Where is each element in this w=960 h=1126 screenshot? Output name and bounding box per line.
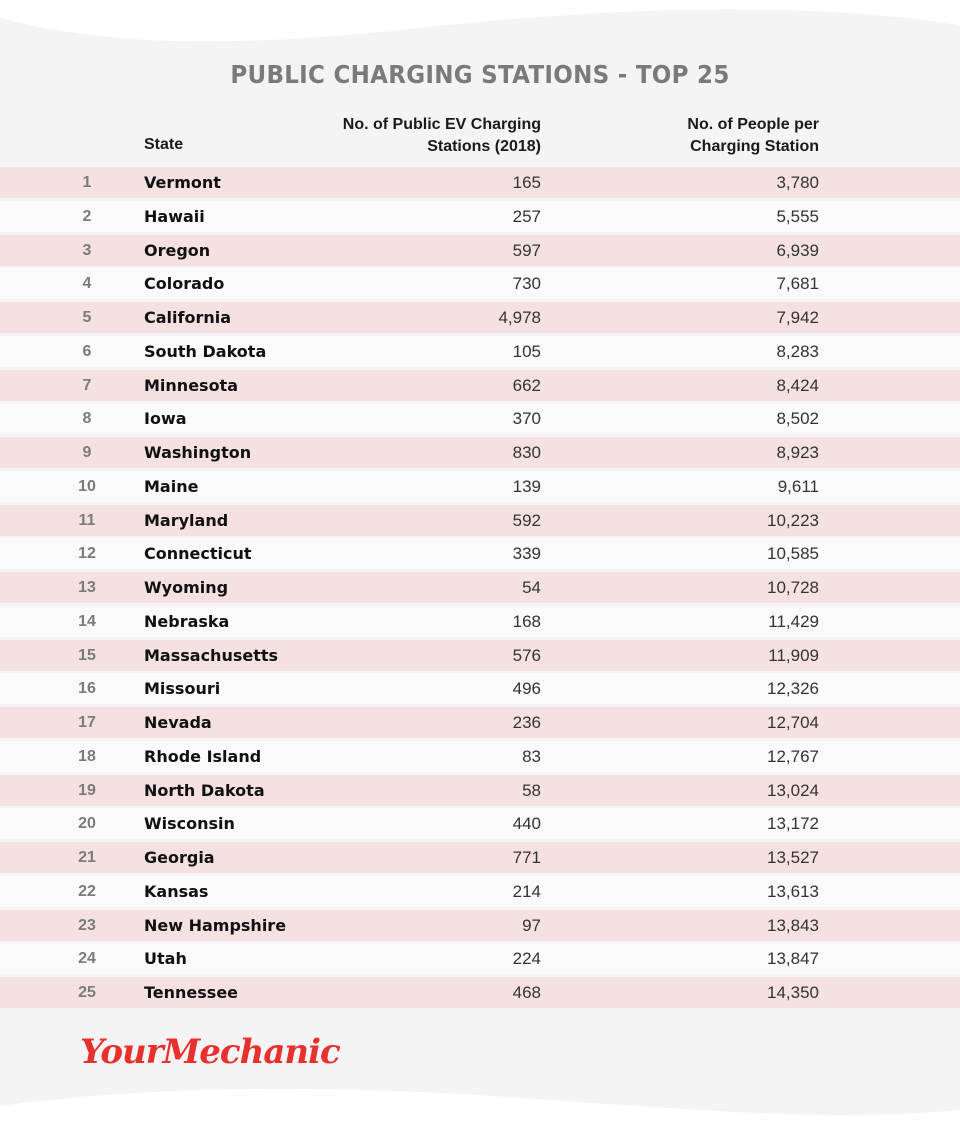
table-row <box>0 943 960 977</box>
rank-cell: 12 <box>78 545 96 563</box>
rank-cell: 4 <box>82 275 92 293</box>
table-row <box>0 977 960 1011</box>
stations-cell: 576 <box>512 645 541 665</box>
people-cell: 5,555 <box>776 206 819 226</box>
rank-cell: 14 <box>78 612 96 630</box>
stations-cell: 105 <box>512 341 541 361</box>
table-row <box>0 268 960 302</box>
state-cell: Rhode Island <box>144 746 262 766</box>
state-cell: Missouri <box>144 679 221 699</box>
people-cell: 7,681 <box>776 274 819 294</box>
table-row <box>0 370 960 404</box>
state-cell: Iowa <box>144 409 187 429</box>
state-cell: Washington <box>144 443 252 462</box>
people-cell: 14,350 <box>767 983 819 1002</box>
people-cell: 8,283 <box>776 341 819 361</box>
table-row <box>0 302 960 336</box>
state-cell: Maine <box>144 476 199 496</box>
table-row <box>0 572 960 606</box>
table-row <box>0 538 960 572</box>
people-cell: 12,704 <box>767 713 819 732</box>
table-row <box>0 673 960 707</box>
rank-cell: 22 <box>78 882 96 900</box>
stations-cell: 370 <box>512 409 541 429</box>
rank-cell: 10 <box>78 477 96 495</box>
people-cell: 12,767 <box>767 746 819 766</box>
header-stations <box>300 114 541 158</box>
header-stations-line1: No. of Public EV Charging <box>342 116 541 133</box>
state-cell: Nebraska <box>144 611 230 631</box>
people-cell: 11,429 <box>768 611 819 631</box>
people-cell: 10,728 <box>767 578 819 597</box>
stations-cell: 496 <box>512 679 541 699</box>
people-cell: 8,923 <box>776 443 819 462</box>
state-cell: Utah <box>144 949 187 969</box>
state-cell: Kansas <box>144 881 209 901</box>
table-row <box>0 707 960 741</box>
stations-cell: 139 <box>512 476 541 496</box>
rank-cell: 1 <box>82 174 92 191</box>
state-cell: New Hampshire <box>144 915 287 935</box>
rank-cell: 9 <box>82 444 92 461</box>
people-cell: 13,024 <box>767 780 819 800</box>
people-cell: 12,326 <box>767 679 819 699</box>
people-cell: 10,585 <box>767 544 819 564</box>
stations-cell: 4,978 <box>498 308 541 327</box>
table-row <box>0 775 960 809</box>
rank-cell: 2 <box>82 207 92 225</box>
rank-cell: 3 <box>82 241 92 259</box>
table-row <box>0 808 960 842</box>
state-cell: Colorado <box>144 274 225 294</box>
rank-cell: 13 <box>78 579 96 596</box>
people-cell: 13,847 <box>767 949 819 969</box>
state-cell: Wisconsin <box>144 814 235 834</box>
table-row <box>0 741 960 775</box>
state-cell: California <box>144 308 232 327</box>
table-row <box>0 505 960 539</box>
state-cell: Vermont <box>144 173 221 192</box>
rank-cell: 5 <box>82 309 92 326</box>
state-cell: South Dakota <box>144 341 267 361</box>
stations-cell: 440 <box>512 814 541 834</box>
table-row <box>0 403 960 437</box>
state-cell: Nevada <box>144 713 212 732</box>
table-row <box>0 437 960 471</box>
people-cell: 8,424 <box>776 375 819 395</box>
people-cell: 6,939 <box>776 240 819 260</box>
state-cell: Georgia <box>144 848 215 867</box>
table-row <box>0 842 960 876</box>
rank-cell: 19 <box>78 781 96 799</box>
stations-cell: 54 <box>522 578 541 597</box>
stations-cell: 771 <box>512 848 541 867</box>
people-cell: 7,942 <box>776 308 819 327</box>
table-row <box>0 235 960 269</box>
header-stations-line2: Stations (2018) <box>427 138 541 155</box>
state-cell: Hawaii <box>144 206 205 226</box>
stations-cell: 468 <box>512 983 541 1002</box>
state-cell: Connecticut <box>144 544 252 564</box>
stations-cell: 165 <box>512 173 541 192</box>
people-cell: 9,611 <box>777 476 819 496</box>
rank-cell: 7 <box>82 376 92 394</box>
header-people-line1: No. of People per <box>687 116 819 133</box>
stations-cell: 339 <box>512 544 541 564</box>
people-cell: 13,613 <box>767 881 819 901</box>
stations-cell: 730 <box>512 274 541 294</box>
rank-cell: 6 <box>82 342 92 360</box>
header-state: State <box>144 136 184 153</box>
state-cell: Massachusetts <box>144 645 279 665</box>
stations-cell: 236 <box>512 713 541 732</box>
state-cell: Wyoming <box>144 578 229 597</box>
stations-cell: 662 <box>512 375 541 395</box>
stations-cell: 168 <box>512 611 541 631</box>
people-cell: 10,223 <box>767 510 819 530</box>
table-row <box>0 471 960 505</box>
table-row <box>0 336 960 370</box>
rank-cell: 11 <box>78 511 96 529</box>
people-cell: 3,780 <box>776 173 819 192</box>
table-row <box>0 606 960 640</box>
header-people <box>600 114 819 158</box>
table-row <box>0 640 960 674</box>
yourmechanic-logo: YourMechanic <box>80 1032 340 1072</box>
rank-cell: 18 <box>78 747 96 765</box>
table-row <box>0 910 960 944</box>
table-row <box>0 167 960 201</box>
table-row <box>0 876 960 910</box>
people-cell: 13,172 <box>767 814 819 834</box>
table-body <box>0 167 960 1011</box>
stations-cell: 58 <box>522 780 541 800</box>
state-cell: Maryland <box>144 510 229 530</box>
rank-cell: 23 <box>78 916 96 934</box>
stations-cell: 592 <box>512 510 541 530</box>
rank-cell: 21 <box>78 849 96 866</box>
stations-cell: 214 <box>512 881 541 901</box>
rank-cell: 8 <box>82 410 92 428</box>
chart-title: PUBLIC CHARGING STATIONS - TOP 25 <box>230 60 730 89</box>
stations-cell: 257 <box>512 206 541 226</box>
rank-cell: 24 <box>78 950 96 968</box>
rank-cell: 16 <box>78 680 96 698</box>
people-cell: 13,527 <box>767 848 819 867</box>
stations-cell: 83 <box>522 746 541 766</box>
people-cell: 13,843 <box>767 915 819 935</box>
state-cell: North Dakota <box>144 780 265 800</box>
people-cell: 11,909 <box>768 645 819 665</box>
header-people-line2: Charging Station <box>690 138 819 155</box>
rank-cell: 15 <box>78 646 96 664</box>
rank-cell: 17 <box>78 714 96 731</box>
stations-cell: 830 <box>512 443 541 462</box>
state-cell: Tennessee <box>144 983 239 1002</box>
table-row <box>0 201 960 235</box>
stations-cell: 597 <box>512 240 541 260</box>
people-cell: 8,502 <box>776 409 819 429</box>
stations-cell: 224 <box>512 949 541 969</box>
rank-cell: 20 <box>78 815 96 833</box>
stations-cell: 97 <box>522 915 541 935</box>
state-cell: Minnesota <box>144 375 238 395</box>
rank-cell: 25 <box>78 984 96 1001</box>
state-cell: Oregon <box>144 240 211 260</box>
